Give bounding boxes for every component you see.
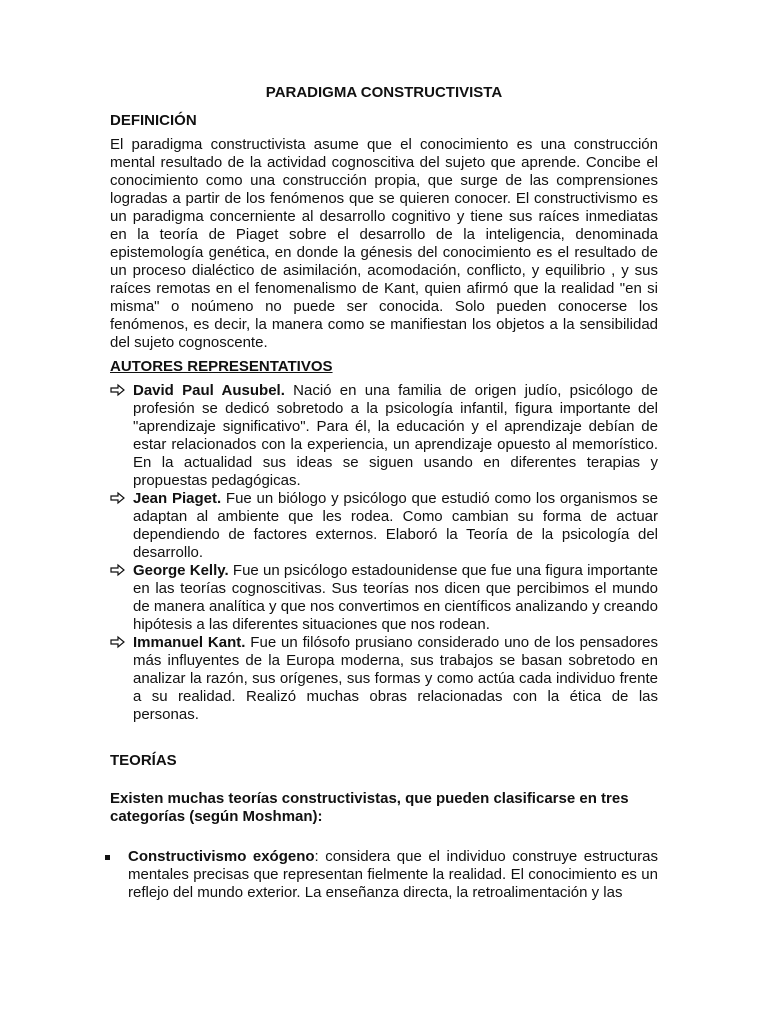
arrow-right-icon [110, 563, 126, 577]
teorias-heading: TEORÍAS [110, 752, 177, 769]
author-item-ausubel [110, 382, 658, 490]
teoria-description: : considera que el individuo construye estructuras mentales precisas que representan fielmente la realidad. El conocimiento es un reflejo del mundo exterior. La enseñanza directa, la retroalimentación y las [128, 848, 658, 901]
teorias-intro: Existen muchas teorías constructivistas, que pueden clasificarse en tres categorías (según Moshman): [110, 790, 629, 825]
author-description: Fue un filósofo prusiano considerado uno de los pensadores más influyentes de la Europa moderna, sus trabajos se basan sobretodo en analizar la razón, sus orígenes, sus formas y como actúa cada individuo frente a su realidad. Realizó muchas obras relacionadas con la ética de las personas. [133, 634, 659, 723]
author-name: David Paul Ausubel. [133, 382, 285, 399]
author-item-kant [110, 634, 658, 724]
author-name: Jean Piaget. [133, 490, 222, 507]
definicion-heading: DEFINICIÓN [110, 112, 197, 129]
arrow-right-icon [110, 383, 126, 397]
square-bullet-icon [105, 855, 110, 860]
authors-list [110, 382, 658, 724]
author-item-kelly [110, 562, 658, 634]
teorias-list [110, 848, 658, 902]
author-name: Immanuel Kant. [133, 634, 246, 651]
arrow-right-icon [110, 491, 126, 505]
author-description: Fue un biólogo y psicólogo que estudió como los organismos se adaptan al ambiente que les rodea. Como cambian su forma de actuar dependiendo de factores externos. Elaboró la Teoría de la psicología del desarrollo. [133, 490, 658, 561]
teoria-name: Constructivismo exógeno [128, 848, 315, 865]
author-description: Fue un psicólogo estadounidense que fue una figura importante en las teorías cognoscitivas. Sus teorías nos dicen que percibimos el mundo de manera analítica y que nos convertimos en científicos analizando y creando hipótesis a las diferentes situaciones que nos rodean. [133, 562, 658, 633]
teoria-item-exogeno [110, 848, 658, 902]
author-description: Nació en una familia de origen judío, psicólogo de profesión se dedicó sobretodo a la psicología infantil, figura importante del "aprendizaje significativo". Para él, la educación y el aprendizaje debían de estar relacionados con la experiencia, un aprendizaje opuesto al memorístico. En la actualidad sus ideas se siguen usando en diferentes terapias y propuestas pedagógicas. [133, 382, 658, 489]
document-page [110, 84, 658, 902]
definicion-paragraph: El paradigma constructivista asume que el conocimiento es una construcción mental resultado de la actividad cognoscitiva del sujeto que aprende. Concibe el conocimiento como una construcción propia, que surge de las comprensiones logradas a partir de los fenómenos que se quieren conocer. El constructivismo es un paradigma concerniente al desarrollo cognitivo y tiene sus raíces inmediatas en la teoría de Piaget sobre el desarrollo de la inteligencia, denominada epistemología genética, en donde la génesis del conocimiento es el resultado de un proceso dialéctico de asimilación, acomodación, conflicto, y equilibrio , y sus raíces remotas en el fenomenalismo de Kant, quien afirmó que la realidad "en si misma" o noúmeno no puede ser conocida. Solo pueden conocerse los fenómenos, es decir, la manera como se manifiestan los objetos a la sensibilidad del sujeto cognoscente. [110, 136, 658, 351]
autores-heading: AUTORES REPRESENTATIVOS [110, 358, 333, 375]
author-item-piaget [110, 490, 658, 562]
author-name: George Kelly. [133, 562, 229, 579]
document-title: PARADIGMA CONSTRUCTIVISTA [265, 84, 503, 101]
arrow-right-icon [110, 635, 126, 649]
